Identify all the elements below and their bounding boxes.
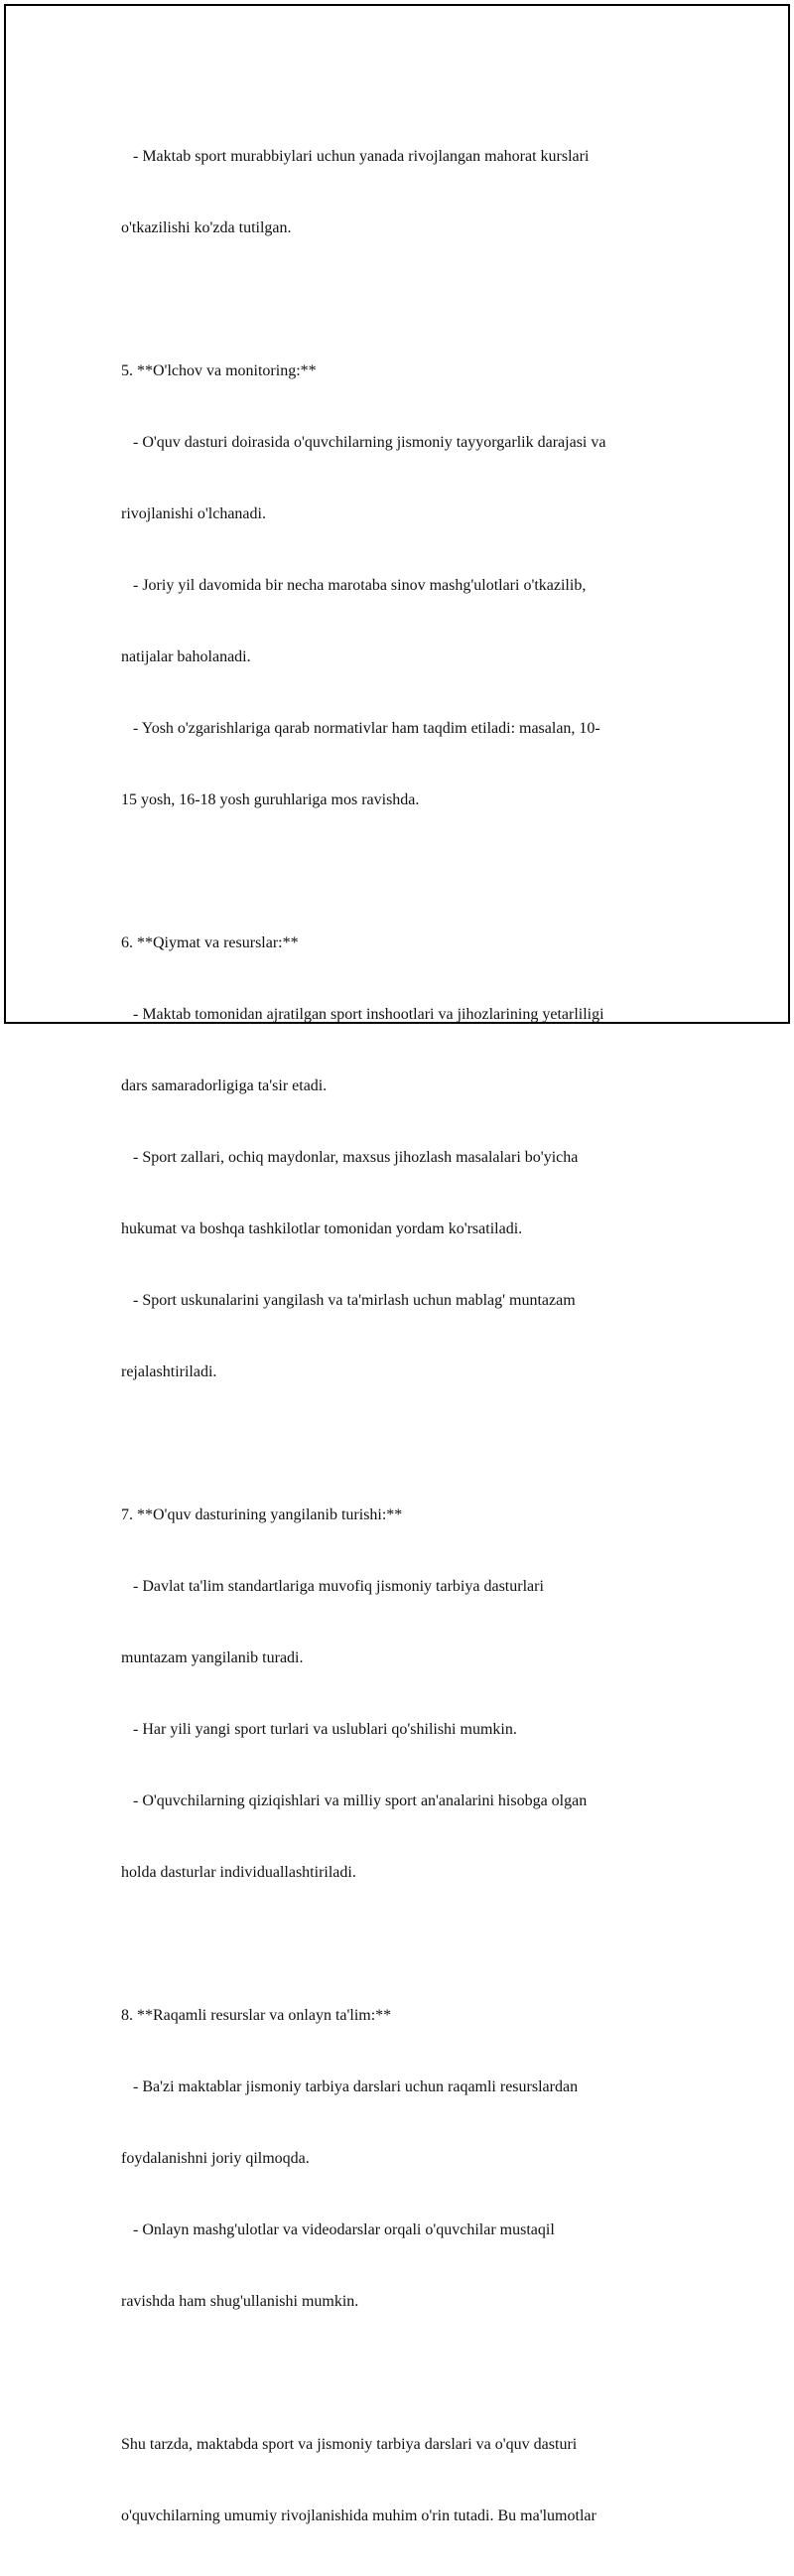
section-heading: 5. **O'lchov va monitoring:**	[121, 362, 317, 379]
blank-line	[121, 288, 687, 312]
blank-line	[121, 1432, 687, 1456]
blank-line	[121, 860, 687, 884]
page-frame	[4, 4, 790, 2524]
text-line: - Har yili yangi sport turlari va uslublari qo'shilishi mumkin.	[121, 1721, 517, 1738]
document-body	[121, 97, 687, 2576]
text-line: - O'quvchilarning qiziqishlari va milliy sport an'analarini hisobga olgan	[121, 1792, 588, 1809]
text-line: dars samaradorligiga ta'sir etadi.	[121, 1077, 328, 1094]
text-line: - Maktab sport murabbiylari uchun yanada rivojlangan mahorat kurslari	[121, 148, 590, 165]
text-line: holda dasturlar individuallashtiriladi.	[121, 1864, 356, 1881]
text-line: rivojlanishi o'lchanadi.	[121, 505, 266, 522]
text-line: - Onlayn mashg'ulotlar va videodarslar orqali o'quvchilar mustaqil	[121, 2221, 555, 2238]
text-line: - Maktab tomonidan ajratilgan sport inshootlari va jihozlarining yetarliligi	[121, 1006, 604, 1023]
blank-line	[121, 1932, 687, 1956]
text-line: o'quvchilarning umumiy rivojlanishida muhim o'rin tutadi. Bu ma'lumotlar	[121, 2507, 596, 2524]
text-line: rejalashtiriladi.	[121, 1363, 217, 1380]
text-line: - Yosh o'zgarishlariga qarab normativlar ham taqdim etiladi: masalan, 10-	[121, 720, 600, 737]
text-line: - O'quv dasturi doirasida o'quvchilarning jismoniy tayyorgarlik darajasi va	[121, 434, 606, 451]
section-heading: 8. **Raqamli resurslar va onlayn ta'lim:**	[121, 2007, 392, 2024]
text-line: - Davlat ta'lim standartlariga muvofiq jismoniy tarbiya dasturlari	[121, 1578, 544, 1595]
text-line: natijalar baholanadi.	[121, 648, 251, 665]
text-line: - Joriy yil davomida bir necha marotaba sinov mashg'ulotlari o'tkazilib,	[121, 577, 587, 594]
text-line: Shu tarzda, maktabda sport va jismoniy tarbiya darslari va o'quv dasturi	[121, 2436, 578, 2453]
text-line: foydalanishni joriy qilmoqda.	[121, 2150, 310, 2167]
text-line: - Ba'zi maktablar jismoniy tarbiya darslari uchun raqamli resurslardan	[121, 2078, 579, 2095]
section-heading: 7. **O'quv dasturining yangilanib turishi:**	[121, 1506, 403, 1523]
section-heading: 6. **Qiymat va resurslar:**	[121, 934, 299, 951]
blank-line	[121, 2361, 687, 2385]
text-line: - Sport zallari, ochiq maydonlar, maxsus jihozlash masalalari bo'yicha	[121, 1149, 579, 1166]
text-line: - Sport uskunalarini yangilash va ta'mirlash uchun mablag' muntazam	[121, 1292, 576, 1309]
text-line: ravishda ham shug'ullanishi mumkin.	[121, 2293, 359, 2310]
text-line: 15 yosh, 16-18 yosh guruhlariga mos ravishda.	[121, 791, 420, 808]
text-line: o'tkazilishi ko'zda tutilgan.	[121, 219, 292, 236]
text-line: muntazam yangilanib turadi.	[121, 1649, 304, 1666]
text-line: hukumat va boshqa tashkilotlar tomonidan yordam ko'rsatiladi.	[121, 1220, 523, 1237]
